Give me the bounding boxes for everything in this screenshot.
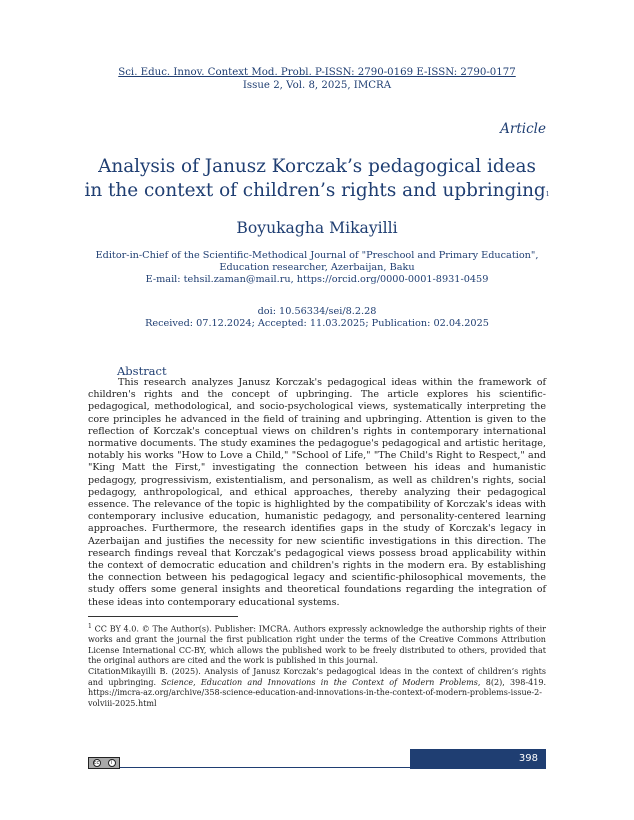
attribution-person-icon: i	[108, 759, 116, 767]
license-text: CC BY 4.0. © The Author(s). Publisher: IMCRA. Authors expressly acknowledge the authorship rights of their works and grant the journal the first publication right under the terms of the Creative Commons Attribution License International CC-BY, which allows the published work to be freely distributed to others, provided that the original authors are cited and the work is published in this journal.	[88, 624, 546, 666]
affiliation-line-1: Editor-in-Chief of the Scientific-Methodical Journal of "Preschool and Primary Education",	[95, 250, 539, 261]
footnote-license	[88, 622, 546, 667]
author-affiliation	[0, 250, 634, 287]
title-footnote-mark[interactable]: 1	[545, 191, 550, 198]
title-line-2	[40, 179, 594, 207]
cc-circle-icon: cc	[93, 760, 100, 766]
article-dates: Received: 07.12.2024; Accepted: 11.03.2025; Publication: 02.04.2025	[145, 318, 489, 330]
running-header	[0, 66, 634, 92]
citation-journal: Science, Education and Innovations in the Context of Modern Problems	[161, 677, 478, 687]
abstract-text: This research analyzes Janusz Korczak's pedagogical ideas within the framework of children's rights and the concept of upbringing. The article explores his scientific-pedagogical, methodological, and socio-psychological views, systematically interpreting the core principles he advanced in the field of training and upbringing. Attention is given to the reflection of Korczak's conceptual views on children's rights in contemporary international normative documents. The study examines the pedagogue's pedagogical and artistic heritage, notably his works "How to Love a Child," "School of Life," "The Child's Right to Respect," and "King Matt the First," investigating the connection between his ideas and humanistic pedagogy, progressivism, existentialism, and personalism, as well as children's rights, social pedagogy, anthropological, and ethical approaches, thereby analyzing their pedagogical essence. The relevance of the topic is highlighted by the compatibility of Korczak's ideas with contemporary inclusive education, humanistic pedagogy, and personality-centered learning approaches. Furthermore, the research identifies gaps in the study of Korczak's legacy in Azerbaijan and justifies the necessity for new scientific investigations in this direction. The research findings reveal that Korczak's pedagogical views possess broad applicability within the context of democratic education and children's rights in the modern era. By establishing the connection between his pedagogical legacy and scientific-philosophical movements, the study offers some general insights and theoretical foundations regarding the integration of these ideas into contemporary educational systems.	[88, 377, 546, 608]
journal-issn-link[interactable]: Sci. Educ. Innov. Context Mod. Probl. P-ISSN: 2790-0169 E-ISSN: 2790-0177	[118, 67, 516, 78]
citation-prefix: CitationMikayilli B. (2025). Analysis of Janusz Korczak’s pedagogical ideas in the context of children’s rights and upbringing.	[88, 667, 546, 687]
footnote-citation	[88, 667, 546, 709]
doi[interactable]: doi: 10.56334/sei/8.2.28	[257, 306, 377, 317]
cc-by-license-icon[interactable]	[88, 757, 120, 769]
article-title	[40, 155, 594, 207]
footnote-mark: 1	[88, 623, 92, 630]
article-type-label: Article	[500, 121, 546, 137]
abstract-heading: Abstract	[117, 364, 167, 378]
author-name: Boyukagha Mikayilli	[236, 219, 398, 237]
page-number: 398	[410, 749, 546, 769]
footnote	[88, 622, 546, 709]
article-meta	[0, 306, 634, 330]
title-line-2-text: in the context of children’s rights and upbringing	[84, 180, 546, 201]
footnote-divider	[88, 616, 238, 617]
title-line-1: Analysis of Janusz Korczak’s pedagogical ideas	[98, 156, 536, 177]
issue-info: Issue 2, Vol. 8, 2025, IMCRA	[242, 80, 392, 91]
citation-suffix[interactable]: , 8(2), 398-419. https://imcra-az.org/archive/358-science-education-and-innovations-in-the-context-of-modern-problems-issue-2-volviii-2025.html	[88, 677, 546, 708]
affiliation-contact[interactable]: E-mail: tehsil.zaman@mail.ru, https://orcid.org/0000-0001-8931-0459	[145, 274, 489, 286]
affiliation-line-2: Education researcher, Azerbaijan, Baku	[219, 262, 415, 274]
